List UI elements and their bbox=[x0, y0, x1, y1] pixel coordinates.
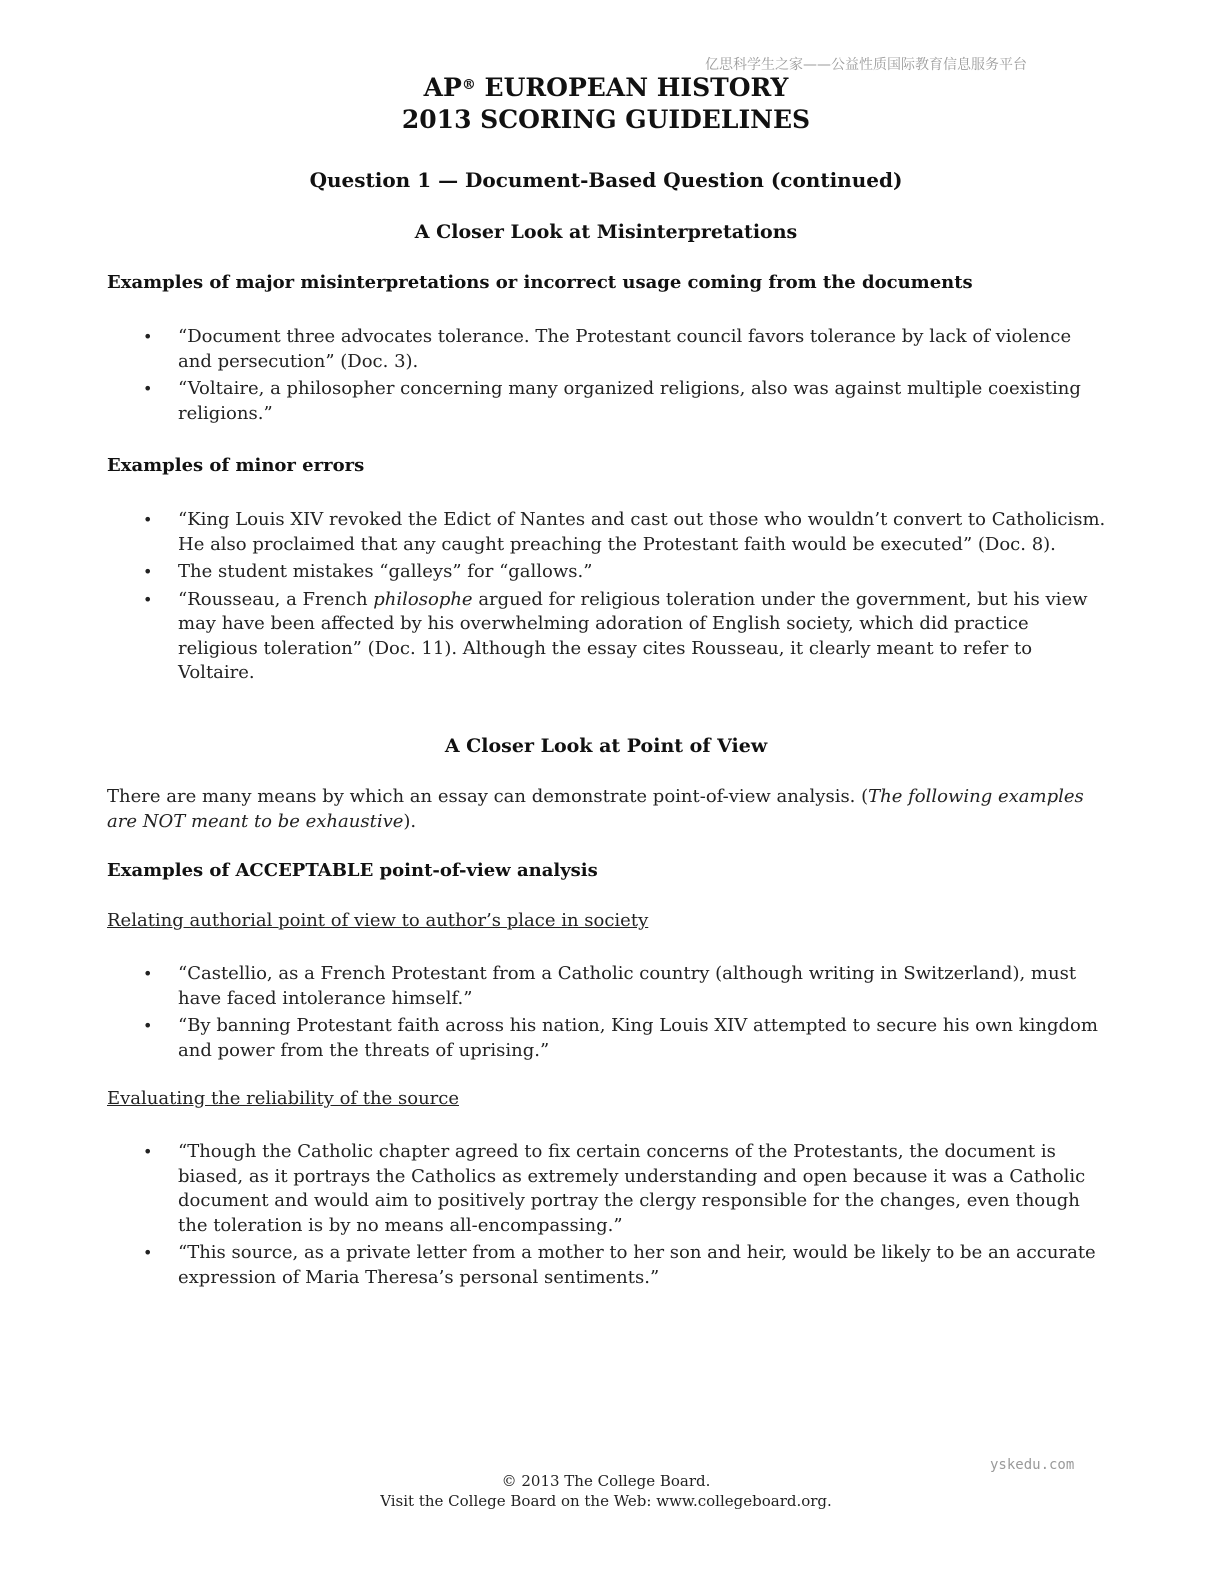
watermark-top: 亿思科学生之家——公益性质国际教育信息服务平台 bbox=[705, 57, 1027, 73]
bullet-icon: • bbox=[143, 510, 153, 529]
list-item: • “By banning Protestant faith across his nation, King Louis XIV attempted to secure his own kingdom and power from the threats of uprising.” bbox=[143, 1015, 1098, 1061]
misinterpretations-heading: A Closer Look at Misinterpretations bbox=[414, 221, 798, 243]
bullet-icon: • bbox=[143, 562, 153, 581]
point-of-view-intro: There are many means by which an essay can demonstrate point-of-view analysis. (The following examples are NOT meant to be exhaustive). bbox=[107, 786, 1084, 832]
reliability-list bbox=[107, 1140, 1107, 1293]
list-item: • “Document three advocates tolerance. The Protestant council favors tolerance by lack of violence and persecution” (Doc. 3). bbox=[143, 326, 1072, 372]
registered-mark: ® bbox=[461, 77, 476, 93]
footer-copyright: © 2013 The College Board. bbox=[501, 1472, 711, 1490]
footer-website: Visit the College Board on the Web: www.collegeboard.org. bbox=[380, 1492, 832, 1510]
watermark-bottom: yskedu.com bbox=[990, 1457, 1075, 1473]
page-title-line2: 2013 SCORING GUIDELINES bbox=[401, 105, 811, 134]
list-item: • “Though the Catholic chapter agreed to fix certain concerns of the Protestants, the document is biased, as it portrays the Catholics as extremely understanding and open because it was a Catholic document and would aim to positively portray the clergy responsible for the changes, even though the toleration is by no means all-encompassing.” bbox=[143, 1141, 1086, 1236]
bullet-icon: • bbox=[143, 1016, 153, 1035]
list-item: • “Voltaire, a philosopher concerning many organized religions, also was against multiple coexisting religions.” bbox=[143, 378, 1081, 424]
list-item: • The student mistakes “galleys” for “gallows.” bbox=[107, 560, 1107, 585]
list-item: • “This source, as a private letter from a mother to her son and heir, would be likely to be an accurate expression of Maria Theresa’s personal sentiments.” bbox=[143, 1242, 1096, 1288]
major-misinterpretations-heading: Examples of major misinterpretations or incorrect usage coming from the documents bbox=[107, 272, 973, 293]
bullet-icon: • bbox=[143, 964, 153, 983]
list-item: • “Castellio, as a French Protestant from a Catholic country (although writing in Switzerland), must have faced intolerance himself.” bbox=[143, 963, 1077, 1009]
minor-errors-list bbox=[107, 508, 1107, 689]
question-heading: Question 1 — Document-Based Question (continued) bbox=[309, 168, 903, 192]
bullet-icon: • bbox=[143, 1142, 153, 1161]
minor-errors-heading: Examples of minor errors bbox=[107, 455, 365, 476]
list-item: • “King Louis XIV revoked the Edict of Nantes and cast out those who wouldn’t convert to Catholicism. He also proclaimed that any caught preaching the Protestant faith would be executed” (Doc. 8). bbox=[143, 509, 1106, 555]
bullet-icon: • bbox=[143, 379, 153, 398]
page-title-line1: AP® EUROPEAN HISTORY bbox=[423, 73, 789, 102]
point-of-view-heading: A Closer Look at Point of View bbox=[444, 735, 768, 757]
list-item: • “Rousseau, a French philosophe argued for religious toleration under the government, but his view may have been affected by his overwhelming adoration of English society, which did practice religious toleration” (Doc. 11). Although the essay cites Rousseau, it clearly meant to refer to Voltaire. bbox=[143, 588, 1088, 683]
relating-list bbox=[107, 962, 1107, 1066]
reliability-subheading: Evaluating the reliability of the source bbox=[107, 1088, 459, 1109]
acceptable-pov-heading: Examples of ACCEPTABLE point-of-view analysis bbox=[107, 860, 598, 881]
bullet-icon: • bbox=[143, 589, 153, 609]
bullet-icon: • bbox=[143, 1243, 153, 1262]
bullet-icon: • bbox=[143, 327, 153, 346]
relating-subheading: Relating authorial point of view to author’s place in society bbox=[107, 910, 649, 931]
major-misinterpretations-list bbox=[107, 325, 1107, 429]
